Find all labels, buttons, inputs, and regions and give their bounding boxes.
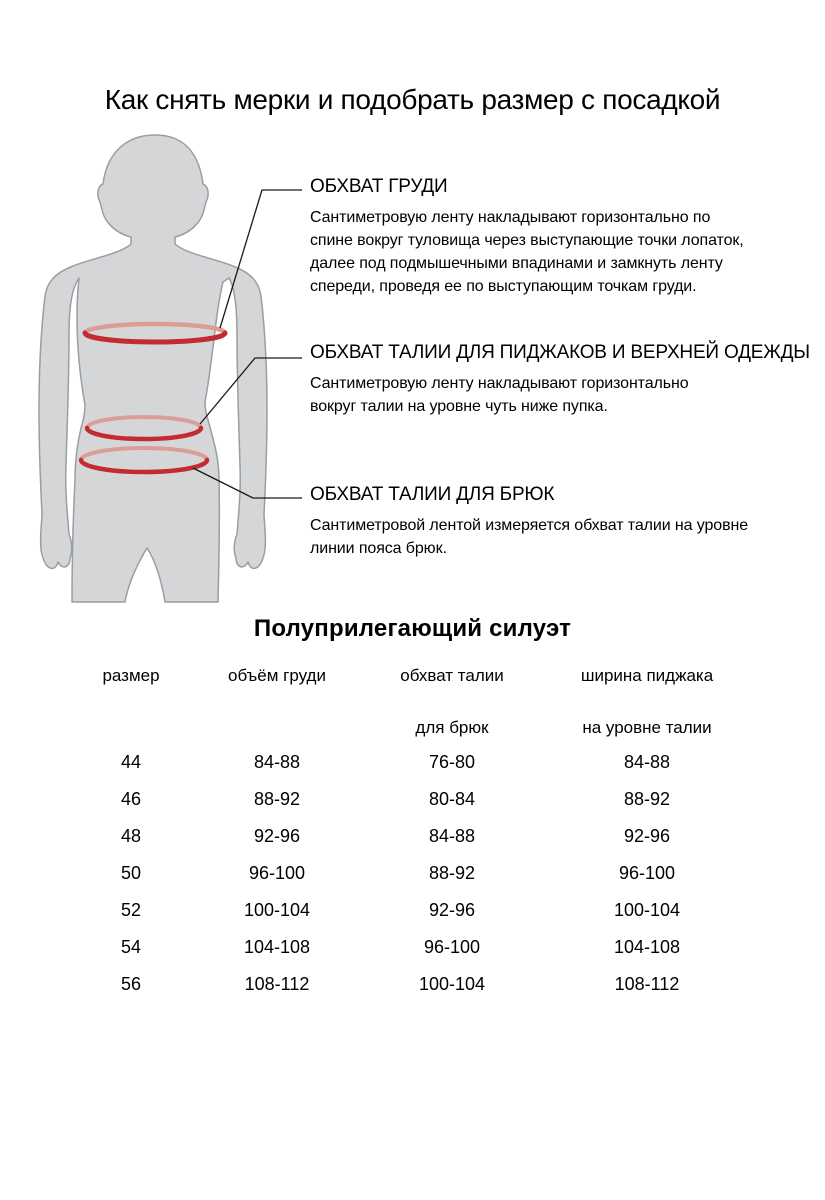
size-table-cell: 108-112 [614, 974, 680, 994]
column-subheader-trouser-waist: для брюк [415, 718, 489, 737]
section-waist-trousers [310, 484, 770, 560]
size-table-cell: 50 [120, 863, 142, 883]
column-header-jacket-width: ширина пиджака [580, 666, 714, 685]
size-table-cell: 96-100 [423, 937, 481, 957]
size-table-cell: 108-112 [244, 974, 310, 994]
size-table-cell: 88-92 [428, 863, 476, 883]
column-subheader-jacket-width: на уровне талии [582, 718, 712, 737]
section-waist-jackets-description: Сантиметровую ленту накладывают горизонтально вокруг талии на уровне чуть ниже пупка. [310, 375, 689, 415]
size-table-cell: 100-104 [613, 900, 681, 920]
size-table-cell: 100-104 [243, 900, 311, 920]
size-table-title: Полуприлегающий силуэт [253, 615, 572, 642]
size-table-cell: 104-108 [243, 937, 311, 957]
size-table-cell: 84-88 [253, 752, 301, 772]
section-chest-heading: ОБХВАТ ГРУДИ [310, 176, 448, 197]
size-table-cell: 76-80 [428, 752, 476, 772]
size-table-cell: 54 [120, 937, 142, 957]
size-table-cell: 52 [120, 900, 142, 920]
column-subheader-size [85, 700, 177, 744]
size-table-cell: 48 [120, 826, 142, 846]
male-silhouette-figure [15, 130, 310, 605]
size-table-cell: 56 [120, 974, 142, 994]
size-table-cell: 92-96 [428, 900, 476, 920]
size-table-cell: 104-108 [613, 937, 681, 957]
size-table-cell: 100-104 [418, 974, 486, 994]
section-waist-jackets [310, 342, 810, 418]
size-table-cell: 80-84 [428, 789, 476, 809]
size-table-cell: 44 [120, 752, 142, 772]
page-title: Как снять мерки и подобрать размер с посадкой [104, 84, 721, 115]
size-table [85, 666, 767, 1003]
column-header-size: размер [102, 666, 160, 685]
column-header-trouser-waist: обхват талии [400, 666, 504, 685]
section-waist-jackets-heading: ОБХВАТ ТАЛИИ ДЛЯ ПИДЖАКОВ И ВЕРХНЕЙ ОДЕЖДЫ [310, 342, 810, 363]
size-table-cell: 92-96 [253, 826, 301, 846]
section-chest [310, 176, 755, 298]
size-table-cell: 88-92 [623, 789, 671, 809]
size-table-cell: 92-96 [623, 826, 671, 846]
section-chest-description: Сантиметровую ленту накладывают горизонтально по спине вокруг туловища через выступающие точки лопаток, далее под подмышечными впадинами и замкнуть ленту спереди, проведя ее по выступающим точкам груди. [310, 209, 744, 295]
section-waist-trousers-heading: ОБХВАТ ТАЛИИ ДЛЯ БРЮК [310, 484, 555, 505]
size-table-cell: 96-100 [248, 863, 306, 883]
size-table-cell: 46 [120, 789, 142, 809]
size-table-cell: 84-88 [428, 826, 476, 846]
section-waist-trousers-description: Сантиметровой лентой измеряется обхват талии на уровне линии пояса брюк. [310, 517, 749, 557]
column-header-chest: объём груди [228, 666, 326, 685]
size-table-cell: 88-92 [253, 789, 301, 809]
male-silhouette [39, 135, 267, 602]
size-table-cell: 96-100 [618, 863, 676, 883]
column-subheader-chest [177, 700, 377, 744]
size-table-cell: 84-88 [623, 752, 671, 772]
